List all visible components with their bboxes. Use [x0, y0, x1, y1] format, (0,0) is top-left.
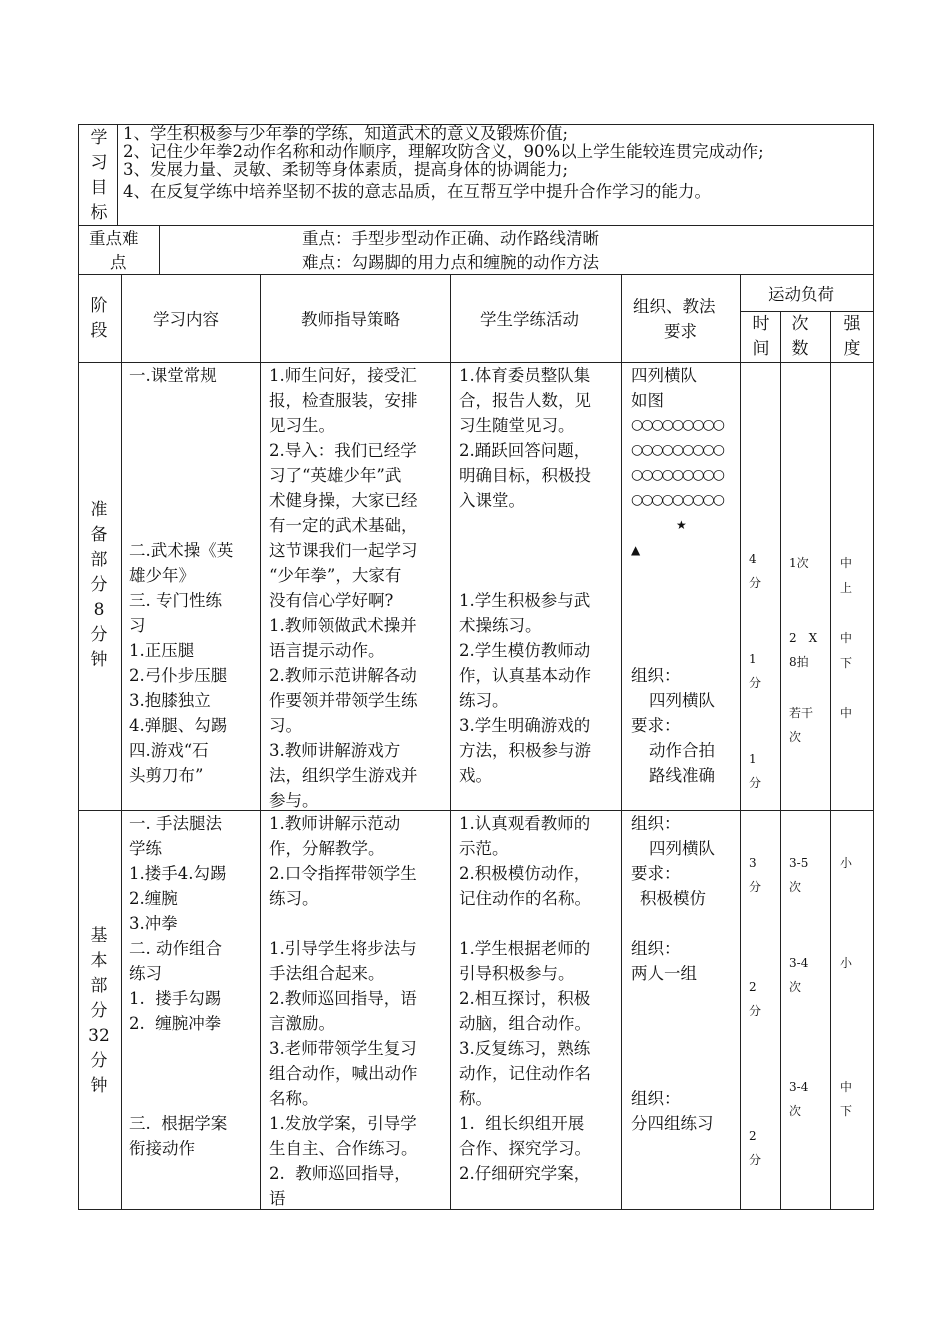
lesson-plan-page: 学 习 目 标 1、学生积极参与少年拳的学练，知道武术的意义及锻炼价值; 2、记住少年拳2动作名称和动作顺序，理解攻防含义，90%以上学生能较连贯完成动作; 3、发展力量、灵敏、柔韧等身体素质，提高身体的协调能力; 4、在反复学练中培养坚韧不拔的意志品质，在互帮互学中提升合作学习的能力。 重点难 点 重点：手型步型动作正确、动作路线清晰 难点：勾踢脚的用力点和缠腕的动作方法 阶 段 学习内容 教师指导策略 学生学练活动 组织、教法 要求 运动负荷 时 间 次 数 强 度 准 备 部 分 8 分 钟 一.课堂常规 二.武术操《英 雄少年》 三. 专门性练 习 1.正压腿 2.弓仆步压腿 3.抱膝独立 4.弹腿、勾踢 四.游戏“石 头剪刀布” 1.师生问好，接受汇 报，检查服装，安排 见习生。 2.导入：我们已经学 习了“英雄少年”武 术健身操，大家已经 有一定的武术基础， 这节课我们一起学习 “少年拳”，大家有 没有信心学好啊? 1.教师领做武术操并 语言提示动作。 2.教师示范讲解各动 作要领并带领学生练 习。 3.教师讲解游戏方 法，组织学生游戏并 参与。 1.体育委员整队集 合，报告人数，见 习生随堂见习。 2.踊跃回答问题， 明确目标，积极投 入课堂。 1.学生积极参与武 术操练习。 2.学生模仿教师动 作，认真基本动作 练习。 3.学生明确游戏的 方法，积极参与游 戏。 四列横队 如图 ○○○○○○○○○ ○○○○○○○○○ ○○○○○○○○○ ○○○○○○○○○ ★ ▲ 组织： 四列横队 要求： 动作合拍 路线准确 4 分 1 分 1 分 1次 2 X 8拍 若干 次 中 上 中 下 中 基 本 部 分 32 分 钟 一. 手法腿法 学练 1.搂手4.勾踢 2.缠腕 3.冲拳 二. 动作组合 练习 1. 搂手勾踢 2. 缠腕冲拳 三. 根据学案 衔接动作 1.教师讲解示范动 作，分解教学。 2.口令指挥带领学生 练习。 1.引导学生将步法与 手法组合起来。 2.教师巡回指导，语 言激励。 3.老师带领学生复习 组合动作，喊出动作 名称。 1.发放学案，引导学 生自主、合作练习。 2. 教师巡回指导， 语 1.认真观看教师的 示范。 2.积极模仿动作， 记住动作的名称。 1.学生根据老师的 引导积极参与。 2.相互探讨，积极 动脑，组合动作。 3.反复练习，熟练 动作，记住动作名 称。 1. 组长织组开展 合作、探究学习。 2.仔细研究学案， 组织： 四列横队 要求： 积极模仿 组织： 两人一组 组织： 分四组练习 3 分 2 分 2 分 3-5 次 3-4 次 3-4 次 小 小 中 下 [0, 0, 950, 1344]
header-org-line2: 要求 [664, 322, 697, 341]
objectives-label: 学 习 目 标 [90, 128, 108, 223]
objective-2: 2、记住少年拳2动作名称和动作顺序，理解攻防含义，90%以上学生能较连贯完成动作; [123, 142, 764, 161]
objective-4: 4、在反复学练中培养坚韧不拔的意志品质，在互帮互学中提升合作学习的能力。 [123, 182, 711, 201]
header-org-line1: 组织、教法 [633, 297, 716, 316]
header-student: 学生学练活动 [480, 310, 579, 329]
key-difficulty: 难点：勾踢脚的用力点和缠腕的动作方法 [302, 253, 599, 272]
header-stage: 阶 段 [90, 296, 108, 341]
objective-1: 1、学生积极参与少年拳的学练，知道武术的意义及锻炼价值; [123, 124, 569, 143]
formation-dots-row: ○○○○○○○○○ [631, 442, 723, 458]
prep-as-shown: 如图 [631, 391, 664, 410]
header-count: 次 数 [791, 314, 809, 359]
header-content: 学习内容 [153, 310, 219, 329]
formation-dots-row: ○○○○○○○○○ [631, 417, 723, 433]
objective-3: 3、发展力量、灵敏、柔韧等身体素质，提高身体的协调能力; [123, 160, 569, 179]
key-points-label-line1: 重点难 [89, 229, 139, 248]
formation-dots-row: ○○○○○○○○○ [631, 492, 723, 508]
header-time: 时 间 [752, 314, 770, 359]
key-points-label-line2: 点 [110, 253, 127, 272]
teacher-star-icon: ★ [676, 518, 687, 532]
basic-stage-label: 基 本 部 分 32 分 钟 [88, 926, 110, 1096]
formation-dots-row: ○○○○○○○○○ [631, 467, 723, 483]
prep-stage-label: 准 备 部 分 8 分 钟 [90, 500, 108, 670]
header-intensity: 强 度 [843, 314, 861, 359]
prep-formation: 四列横队 [631, 366, 697, 385]
header-load: 运动负荷 [768, 285, 834, 304]
key-focus: 重点：手型步型动作正确、动作路线清晰 [302, 229, 599, 248]
header-teacher: 教师指导策略 [301, 310, 400, 329]
student-triangle-icon: ▲ [631, 543, 641, 557]
